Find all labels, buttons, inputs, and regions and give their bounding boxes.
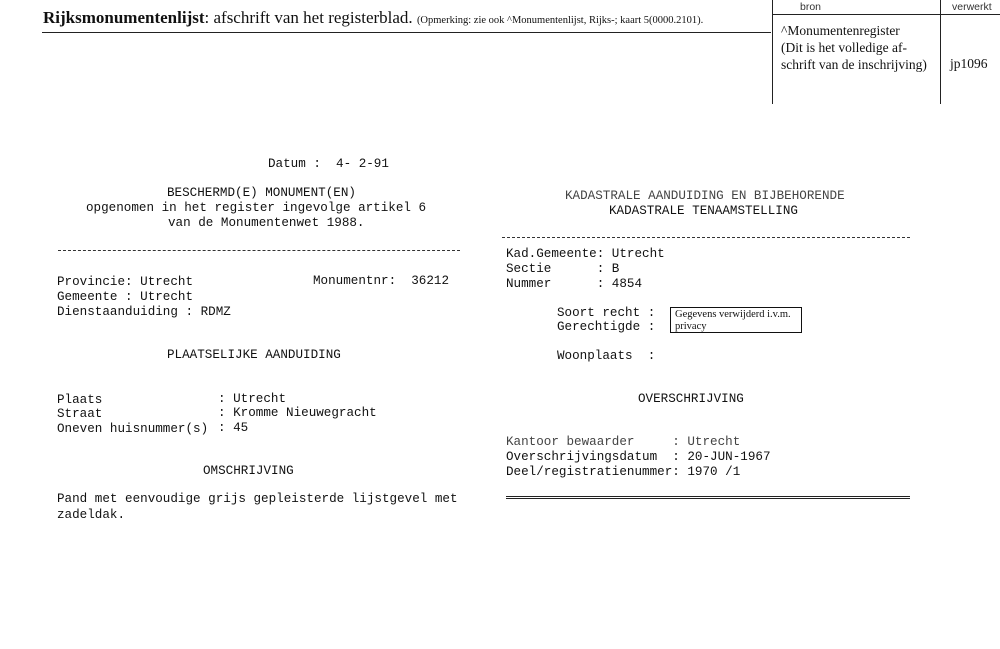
- huisnummer-value: : 45: [218, 421, 249, 435]
- header-rule: [42, 32, 771, 33]
- bron-label: bron: [800, 1, 822, 13]
- nummer: Nummer : 4854: [506, 277, 643, 291]
- bron-line: (Dit is het volledige af-: [781, 40, 907, 55]
- bron-line: ^Monumentenregister: [781, 23, 900, 38]
- privacy-redaction-box: Gegevens verwijderd i.v.m. privacy: [670, 307, 802, 333]
- title-rest: : afschrift van het registerblad.: [204, 8, 413, 27]
- left-heading-3: van de Monumentenwet 1988.: [168, 216, 365, 230]
- title-bold: Rijksmonumentenlijst: [43, 8, 205, 27]
- bron-box-left-border: [772, 0, 773, 104]
- dienstaanduiding: Dienstaanduiding : RDMZ: [57, 305, 231, 319]
- monumentnr: Monumentnr: 36212: [313, 274, 450, 288]
- overschrijvingsdatum: Overschrijvingsdatum : 20-JUN-1967: [506, 450, 771, 464]
- left-divider: [58, 250, 460, 251]
- overschrijving-heading: OVERSCHRIJVING: [638, 392, 744, 406]
- gemeente: Gemeente : Utrecht: [57, 290, 194, 304]
- plaats-value: : Utrecht: [218, 392, 287, 406]
- soort-recht: Soort recht :: [557, 306, 656, 320]
- bron-box-divider: [940, 0, 941, 104]
- kad-gemeente: Kad.Gemeente: Utrecht: [506, 247, 665, 261]
- plaatselijke-heading: PLAATSELIJKE AANDUIDING: [167, 348, 341, 362]
- right-heading-2: KADASTRALE TENAAMSTELLING: [609, 204, 798, 218]
- left-heading-2: opgenomen in het register ingevolge artikel 6: [86, 201, 427, 215]
- left-heading-1: BESCHERMD(E) MONUMENT(EN): [167, 186, 356, 200]
- document-date: Datum : 4- 2-91: [268, 157, 389, 171]
- kantoor-bewaarder: Kantoor bewaarder : Utrecht: [506, 435, 741, 449]
- straat-value: : Kromme Nieuwegracht: [218, 406, 377, 420]
- title-note: (Opmerking: zie ook ^Monumentenlijst, Rijks-; kaart 5(0000.2101).: [416, 15, 704, 26]
- straat-label: Straat: [57, 407, 103, 421]
- omschrijving-line: zadeldak.: [57, 508, 126, 522]
- bron-text: [781, 22, 927, 73]
- right-end-rule: [506, 496, 910, 499]
- bron-line: schrift van de inschrijving): [781, 57, 927, 72]
- right-divider: [502, 237, 910, 238]
- omschrijving-line: Pand met eenvoudige grijs gepleisterde lijstgevel met: [57, 492, 458, 506]
- verwerkt-label: verwerkt: [952, 1, 992, 13]
- omschrijving-heading: OMSCHRIJVING: [203, 464, 294, 478]
- page-title: [43, 8, 703, 28]
- plaats-label: Plaats: [57, 393, 103, 407]
- registratienummer: Deel/registratienummer: 1970 /1: [506, 465, 741, 479]
- woonplaats: Woonplaats :: [557, 349, 656, 363]
- bron-box-header-rule: [772, 14, 1000, 15]
- gerechtigde: Gerechtigde :: [557, 320, 656, 334]
- provincie: Provincie: Utrecht: [57, 275, 194, 289]
- huisnummer-label: Oneven huisnummer(s): [57, 422, 209, 436]
- right-heading-1: KADASTRALE AANDUIDING EN BIJBEHORENDE: [565, 189, 845, 203]
- verwerkt-value: jp1096: [950, 56, 988, 71]
- sectie: Sectie : B: [506, 262, 620, 276]
